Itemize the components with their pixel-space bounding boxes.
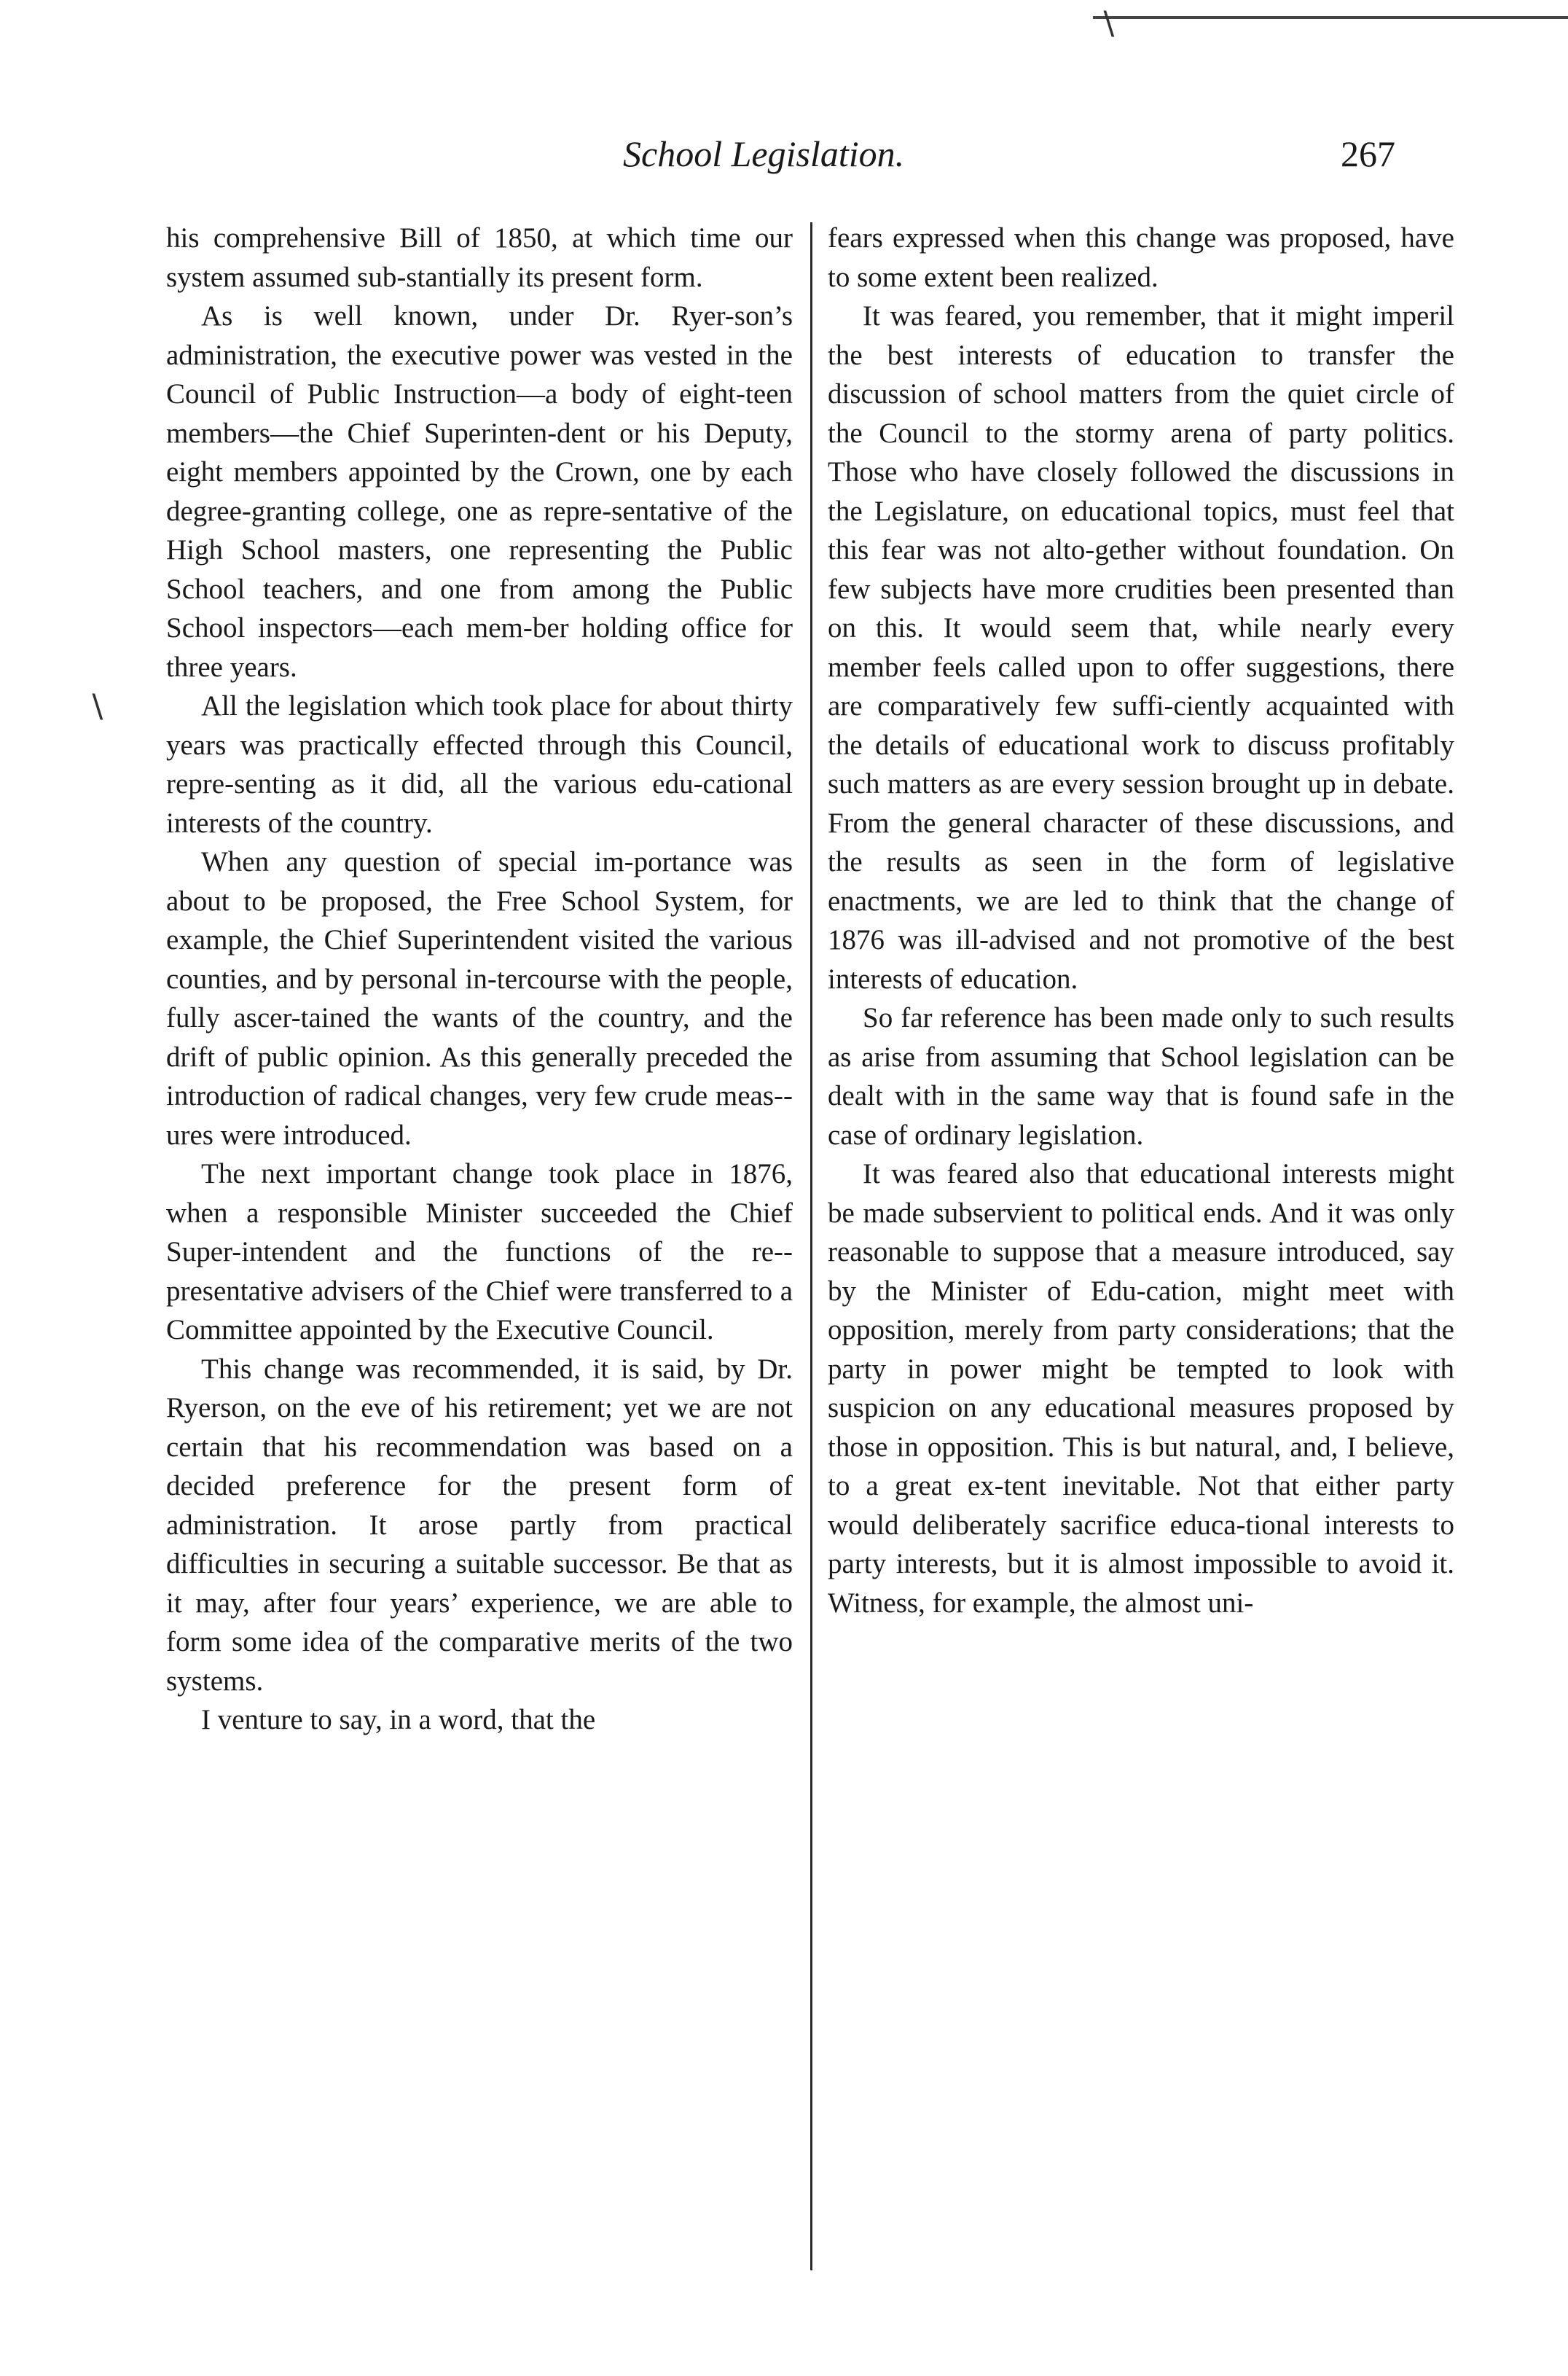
paragraph: All the legislation which took place for about thirty years was practically effected through this Council, repre-senting as it did, all the various edu-cational interests of the country.: [166, 690, 793, 839]
top-edge-rule: [1093, 16, 1568, 19]
paragraph: I venture to say, in a word, that the: [201, 1704, 596, 1735]
paragraph: As is well known, under Dr. Ryer-son’s administration, the executive power was vested in the Council of Public Instruction—a body of eight-teen members—the Chief Superinten-dent or his Deputy, eight members appointed by the Crown, one by each degree-granting college, one as repre-sentative of the High School masters, one representing the Public School teachers, and one from among the Public School inspectors—each mem-ber holding office for three years.: [166, 300, 793, 683]
paragraph: The next important change took place in 1876, when a responsible Minister succeeded the Chief Super-intendent and the functions of the re-presentative advisers of the Chief were transferred to a Committee appointed by the Executive Council.: [166, 1158, 793, 1345]
paragraph: fears expressed when this change was proposed, have to some extent been realized.: [828, 222, 1454, 293]
paragraph: It was feared, you remember, that it might imperil the best interests of education to transfer the discussion of school matters from the quiet circle of the Council to the stormy arena of party politics. Those who have closely followed the discussions in the Legislature, on educational topics, must feel that this fear was not alto-gether without foundation. On few subjects have more crudities been presented than on this. It would seem that, while nearly every member feels called upon to offer suggestions, there are comparatively few suffi-ciently acquainted with the details of educational work to discuss profitably such matters as are every session brought up in debate. From the general character of these discussions, and the results as seen in the form of legislative enactments, we are led to think that the change of 1876 was ill-advised and not promotive of the best interests of education.: [828, 300, 1454, 995]
stray-mark-top: ∖: [1097, 7, 1118, 42]
running-title: School Legislation.: [623, 133, 905, 174]
stray-mark-margin: ∖: [86, 689, 107, 725]
paragraph: This change was recommended, it is said, by Dr. Ryerson, on the eve of his retirement; yet we are not certain that his recommendation was based on a decided preference for the present form of administration. It arose partly from practical difficulties in securing a suitable successor. Be that as it may, after four years’ experience, we are able to form some idea of the comparative merits of the two systems.: [166, 1353, 793, 1697]
paragraph: When any question of special im-portance was about to be proposed, the Free School System, for example, the Chief Superintendent visited the various counties, and by personal in-tercourse with the people, fully ascer-tained the wants of the country, and the drift of public opinion. As this generally preceded the introduction of radical changes, very few crude meas-ures were introduced.: [166, 846, 793, 1151]
right-column: [828, 219, 1454, 1622]
page-header: [0, 133, 1568, 191]
paragraph: his comprehensive Bill of 1850, at which time our system assumed sub-stantially its present form.: [166, 222, 793, 293]
paragraph: It was feared also that educational interests might be made subservient to political ends. And it was only reasonable to suppose that a measure introduced, say by the Minister of Edu-cation, might meet with opposition, merely from party considerations; that the party in power might be tempted to look with suspicion on any educational measures proposed by those in opposition. This is but natural, and, I believe, to a great ex-tent inevitable. Not that either party would deliberately sacrifice educa-tional interests to party interests, but it is almost impossible to avoid it. Witness, for example, the almost uni-: [828, 1158, 1454, 1619]
left-column: [166, 219, 793, 1740]
column-divider: [810, 222, 812, 2270]
paragraph: So far reference has been made only to such results as arise from assuming that School legislation can be dealt with in the same way that is found safe in the case of ordinary legislation.: [828, 1002, 1454, 1151]
page-number: 267: [1341, 133, 1395, 174]
